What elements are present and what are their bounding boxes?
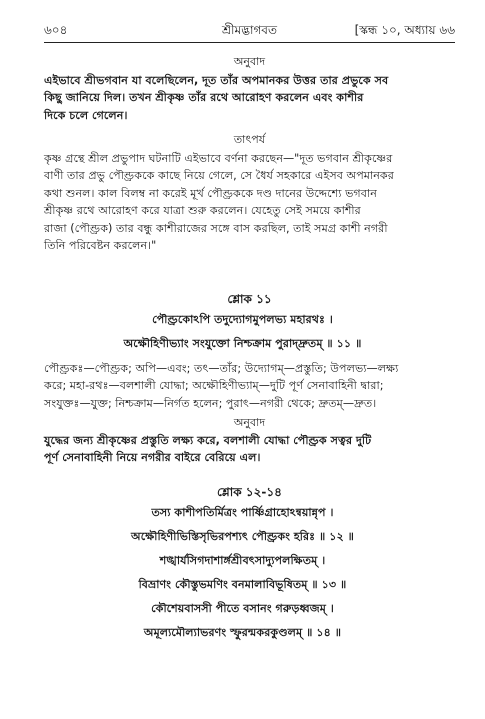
purport-heading: তাৎপর্য [233,133,266,146]
canto-chapter: [স্কন্ধ ১০, অধ্যায় ৬৬ [354,23,455,37]
page-number: ৬০৪ [44,23,68,37]
verse-line: তস্য কাশীপতির্মিত্রং পার্ষ্ণিগ্রাহোঽন্বয়ান্নৃপ । [151,506,334,519]
verse-heading: শ্লোক ১১ [227,292,272,306]
verse-line: বিভ্রাণং কৌস্তুভমণিং বনমালাবিভূষিতম্ ॥ ১৩ ॥ [138,578,347,591]
verse-line: শঙ্খার্যসিগদাশার্ঙ্গশ্রীবৎসাদ্যুপলক্ষিতম্ । [159,554,326,567]
text-line: তিনি পরিবেষ্টন করলেন।" [44,239,157,253]
text-line: কথা শুনল। কাল বিলম্ব না করেই মূর্খ পৌণ্ড্রককে দণ্ড দানের উদ্দেশ্যে ভগবান [44,186,377,200]
verse-line: অক্ষৌহিণীভিস্তিসৃভিরপশ্যৎ পৌণ্ড্রকং হরিঃ ॥ ১২ ॥ [131,530,354,543]
text-line: বাণী তার প্রভু পৌণ্ড্রককে কাছে নিয়ে গেলে, সে ধৈর্য সহকারে এইসব অপমানকর [44,169,394,183]
text-line: রাজা (পৌণ্ড্রক) তার বন্ধু কাশীরাজের সঙ্গে বাস করছিল, তাই সমগ্র কাশী নগরী [44,221,388,235]
text-line: সংযুক্তঃ—যুক্ত; নিশ্চক্রাম—নির্গত হলেন; পুরাৎ—নগরী থেকে; দ্রুতম্—দ্রুত। [44,396,377,410]
text-line: যুদ্ধের জন্য শ্রীকৃষ্ণের প্রস্তুতি লক্ষ্য করে, বলশালী যোদ্ধা পৌণ্ড্রক সত্বর দুটি [44,434,372,447]
page-header [44,22,455,38]
text-line: কৃষ্ণ গ্রন্থে শ্রীল প্রভুপাদ ঘটনাটি এইভাবে বর্ণনা করছেন—"দূত ভগবান শ্রীকৃষ্ণের [44,152,393,165]
text-line: করে; মহা-রথঃ—বলশালী যোদ্ধা; অক্ষৌহিণীভ্যাম্—দুটি পূর্ণ সেনাবাহিনী দ্বারা; [44,379,384,393]
verse-line: অক্ষৌহিণীভ্যাং সংযুক্তো নিশ্চক্রাম পুরাদ্দ্রুতম্ ॥ ১১ ॥ [123,337,362,350]
synonyms-text [44,360,455,412]
verse-text [0,308,485,356]
text-line: শ্রীকৃষ্ণ রথে আরোহণ করে যাত্রা শুরু করলেন। যেহেতু সেই সময়ে কাশীর [44,204,361,218]
book-title: শ্রীমদ্ভাগবত [221,23,277,37]
text-line: পৌণ্ড্রকঃ—পৌণ্ড্রক; অপি—এবং; তৎ—তাঁর; উদ্যোগম্—প্রস্তুতি; উপলভ্য—লক্ষ্য [44,362,399,375]
text-line: পূর্ণ সেনাবাহিনী নিয়ে নগরীর বাইরে বেরিয়ে এল। [44,451,261,465]
translation-heading: অনুবাদ [233,416,266,429]
verse-text [0,501,485,645]
verse-heading: শ্লোক ১২-১৪ [217,485,282,499]
text-line: কিছু জানিয়ে দিল। তখন শ্রীকৃষ্ণ তাঁর রথে আরোহণ করলেন এবং কাশীর [44,91,364,105]
verse-line: পৌণ্ড্রকোঽপি তদুদ্যোগমুপলভ্য মহারথঃ । [152,313,333,326]
translation-text [44,72,455,124]
text-line: এইভাবে শ্রীভগবান যা বলেছিলেন, দূত তাঁর অপমানকর উত্তর তার প্রভুকে সব [44,74,389,87]
purport-text [44,150,455,254]
verse-line: কৌশেয়বাসসী পীতে বসানং গরুড়ধ্বজম্ । [151,602,334,615]
header-rule [44,42,455,43]
translation-text [44,432,455,467]
verse-line: অমূল্যমৌল্যাভরণং স্ফুরন্মকরকুণ্ডলম্ ॥ ১৪ ॥ [143,626,342,639]
translation-heading: অনুবাদ [233,55,266,68]
text-line: দিকে চলে গেলেন। [44,108,128,122]
